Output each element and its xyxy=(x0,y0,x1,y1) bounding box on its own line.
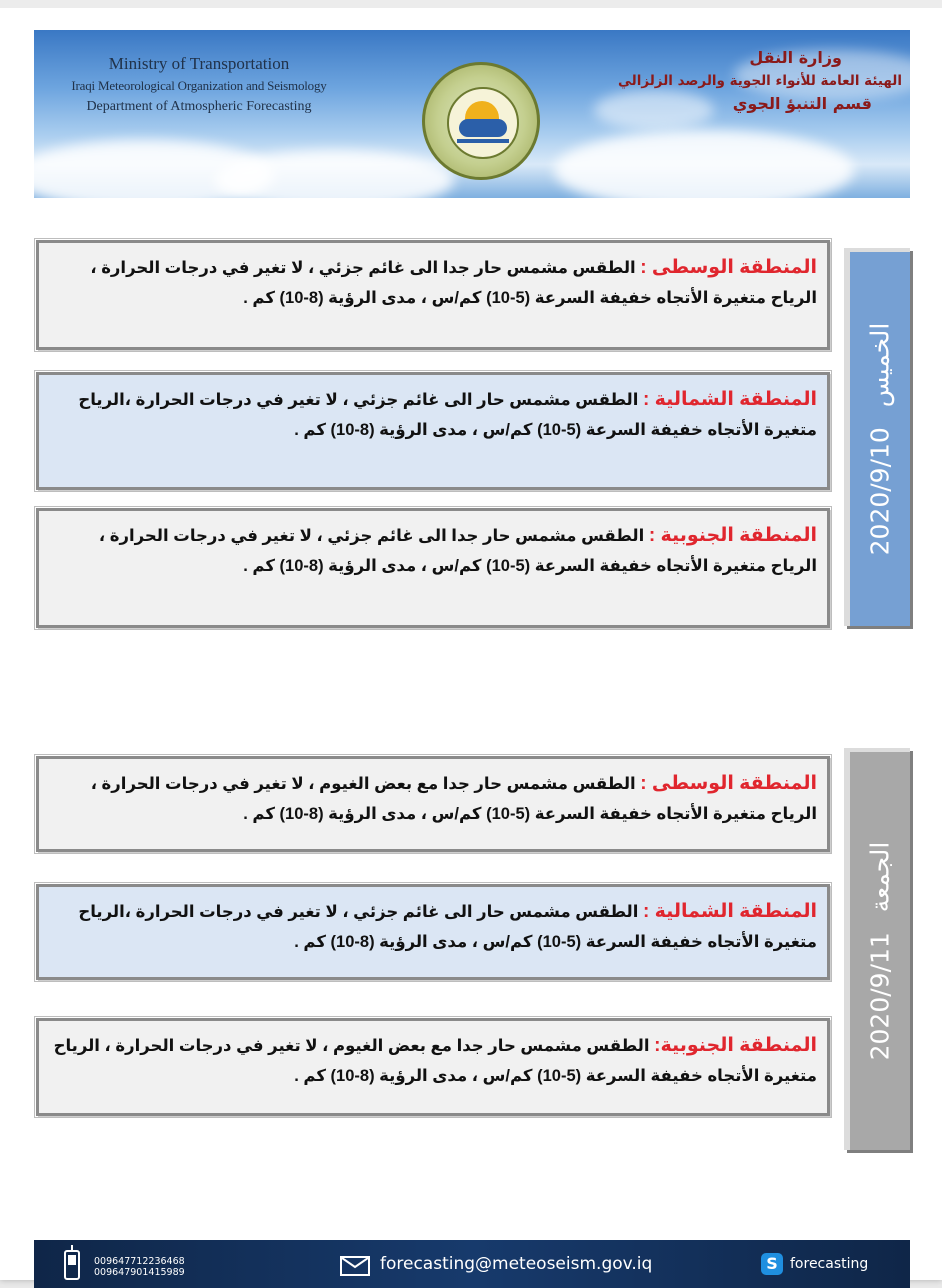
date-value: 2020/9/11 xyxy=(865,932,895,1061)
organization-name-en: Iraqi Meteorological Organization and Seismology xyxy=(71,78,327,93)
organization-logo xyxy=(422,62,540,180)
department-name-ar: قسم التنبؤ الجوي xyxy=(732,94,872,113)
region-label: المنطقة الجنوبية: xyxy=(654,1035,817,1056)
header-english xyxy=(34,52,364,118)
skype-handle[interactable]: forecasting xyxy=(790,1256,869,1272)
region-label: المنطقة الشمالية : xyxy=(643,389,817,410)
region-label: المنطقة الشمالية : xyxy=(643,901,817,922)
skype-icon: S xyxy=(761,1253,783,1275)
forecast-text: الطقس مشمس حار الى غائم جزئي ، لا تغير في درجات الحرارة ،الرياح متغيرة الأتجاه خفيفة السرعة (5-10) كم/س ، مدى الرؤية (8-10) كم . xyxy=(78,903,817,951)
forecast-day1-central xyxy=(36,240,830,350)
forecast-text: الطقس مشمس حار الى غائم جزئي ، لا تغير في درجات الحرارة ،الرياح متغيرة الأتجاه خفيفة السرعة (5-10) كم/س ، مدى الرؤية (8-10) كم . xyxy=(78,391,817,439)
cloud-icon xyxy=(459,119,507,137)
phone-numbers xyxy=(94,1256,185,1278)
day-name: الخميس xyxy=(865,322,895,408)
forecast-day2-central xyxy=(36,756,830,852)
date-sidebar-day2 xyxy=(844,748,910,1150)
forecast-text: الطقس مشمس حار جدا الى غائم جزئي ، لا تغير في درجات الحرارة ، الرياح متغيرة الأتجاه خفيفة السرعة (5-10) كم/س ، مدى الرؤية (8-10) كم . xyxy=(90,259,817,307)
forecast-text: الطقس مشمس حار جدا الى غائم جزئي ، لا تغير في درجات الحرارة ، الرياح متغيرة الأتجاه خفيفة السرعة (5-10) كم/س ، مدى الرؤية (8-10) كم . xyxy=(98,527,817,575)
logo-emblem xyxy=(447,87,519,159)
region-label: المنطقة الجنوبية : xyxy=(648,525,817,546)
contact-footer xyxy=(34,1240,910,1288)
phone-number-1[interactable]: 009647712236468 xyxy=(94,1256,185,1267)
organization-name-ar: الهيئة العامة للأنواء الجوية والرصد الزلزالي xyxy=(617,73,902,89)
department-name-en: Department of Atmospheric Forecasting xyxy=(86,99,312,114)
date-sidebar-day1 xyxy=(844,248,910,626)
forecast-day2-north xyxy=(36,884,830,980)
sun-icon xyxy=(465,101,499,121)
phone-number-2[interactable]: 009647901415989 xyxy=(94,1267,185,1278)
region-label: المنطقة الوسطى : xyxy=(640,257,817,278)
ministry-name-ar: وزارة النقل xyxy=(749,48,842,67)
mail-icon xyxy=(340,1256,370,1276)
day-name: الجمعة xyxy=(865,841,895,913)
phone-icon xyxy=(64,1250,80,1280)
email-link[interactable]: forecasting@meteoseism.gov.iq xyxy=(380,1254,653,1274)
wave-icon xyxy=(457,139,509,143)
date-label xyxy=(866,317,895,562)
header-banner xyxy=(34,30,910,198)
forecast-day2-south xyxy=(36,1018,830,1116)
forecast-text: الطقس مشمس حار جدا مع بعض الغيوم ، لا تغير في درجات الحرارة ، الرياح متغيرة الأتجاه خفيفة السرعة (5-10) كم/س ، مدى الرؤية (8-10) كم . xyxy=(53,1037,817,1085)
forecast-day1-north xyxy=(36,372,830,490)
forecast-text: الطقس مشمس حار جدا مع بعض الغيوم ، لا تغير في درجات الحرارة ، الرياح متغيرة الأتجاه خفيفة السرعة (5-10) كم/س ، مدى الرؤية (8-10) كم . xyxy=(90,775,817,823)
date-label xyxy=(866,836,895,1067)
ministry-name-en: Ministry of Transportation xyxy=(108,54,290,73)
date-value: 2020/9/10 xyxy=(865,427,895,556)
region-label: المنطقة الوسطى : xyxy=(640,773,817,794)
forecast-day1-south xyxy=(36,508,830,628)
header-arabic xyxy=(602,46,902,116)
